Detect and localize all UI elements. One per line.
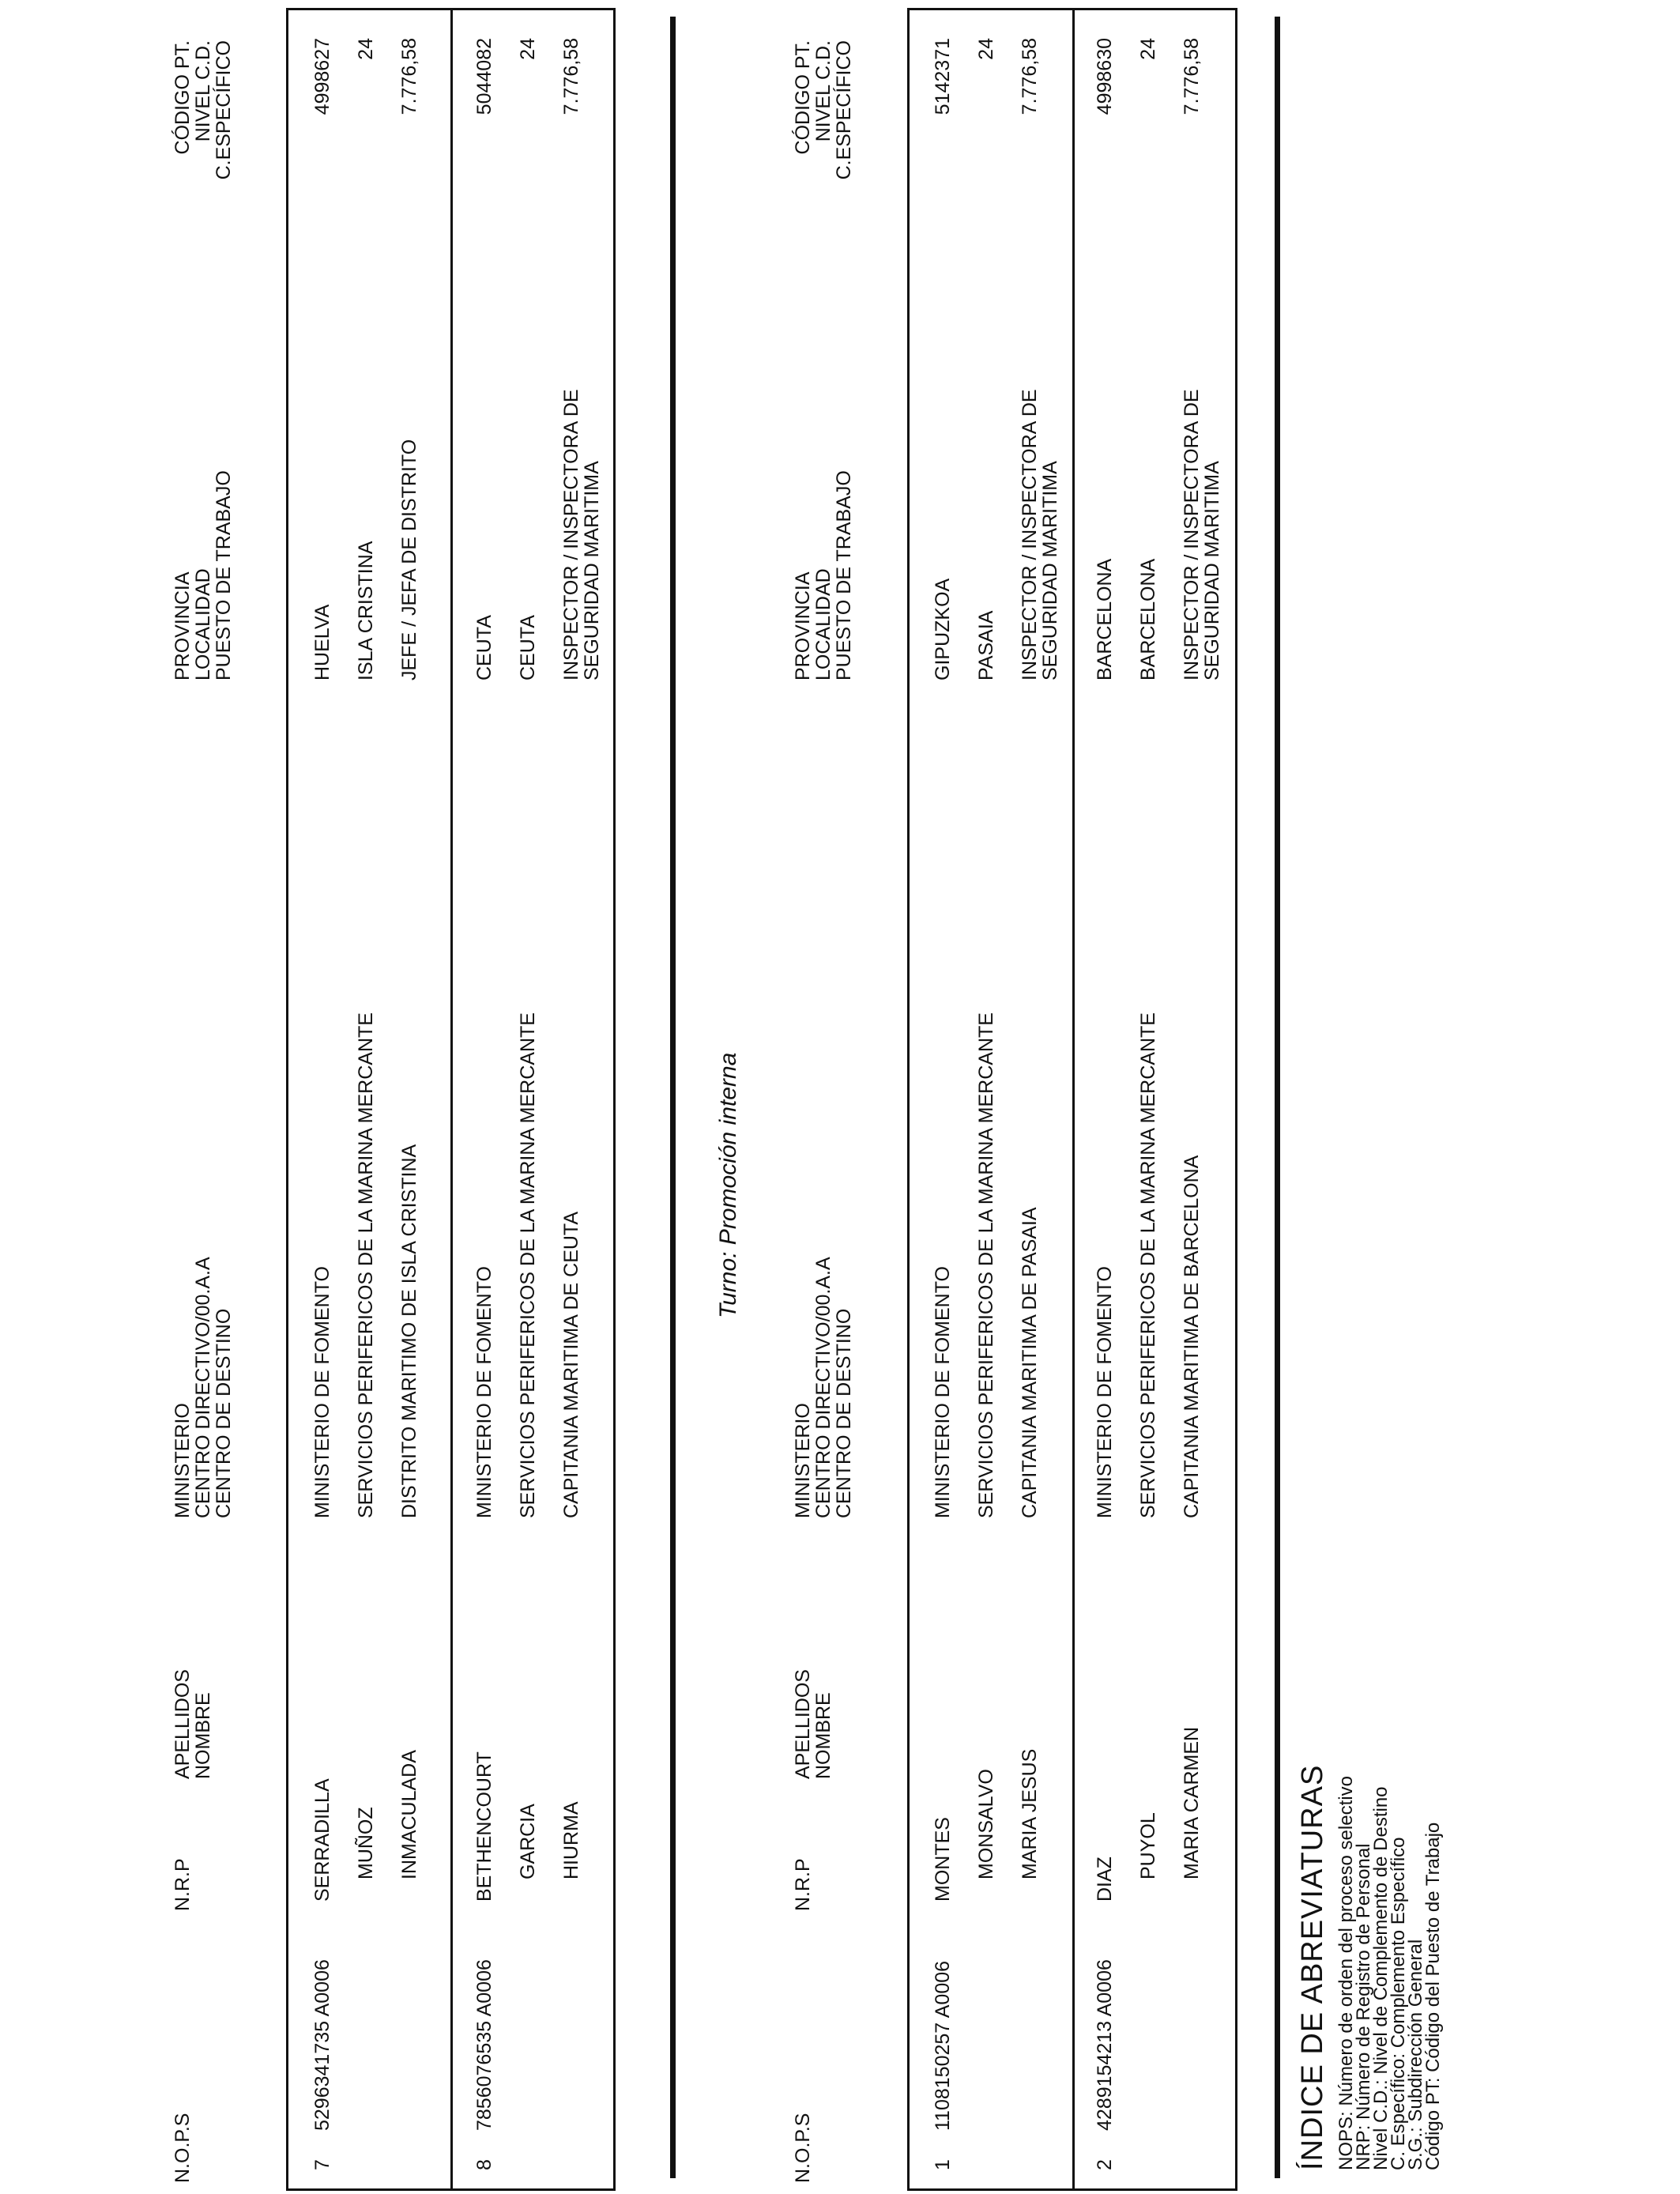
abbreviation-item: Código PT: Código del Puesto de Trabajo	[1422, 1822, 1444, 2170]
header-nombre: NOMBRE	[192, 1692, 214, 1779]
row-localidad: PASAIA	[975, 610, 997, 680]
row-provincia: BARCELONA	[1094, 558, 1116, 680]
row-localidad: ISLA CRISTINA	[355, 541, 377, 680]
row-ministerio: MINISTERIO DE FOMENTO	[1094, 1266, 1116, 1518]
section-separator	[1275, 17, 1280, 2178]
header-centro-destino: CENTRO DE DESTINO	[213, 1308, 235, 1518]
row-nivel-cd: 24	[517, 38, 539, 60]
row-puesto-line2: SEGURIDAD MARITIMA	[1201, 461, 1223, 680]
row-apellido2: MONSALVO	[975, 1769, 997, 1879]
header-nops: N.O.P.S	[792, 2113, 814, 2183]
abbreviation-item: Nivel C.D.: Nivel de Complemento de Destino	[1370, 1786, 1392, 2170]
row-apellido2: GARCIA	[517, 1804, 539, 1879]
row-puesto-line2: SEGURIDAD MARITIMA	[1039, 461, 1061, 680]
header-nivel-cd: NIVEL C.D.	[812, 40, 834, 142]
header-ministerio: MINISTERIO	[171, 1403, 194, 1518]
row-nivel-cd: 24	[1137, 38, 1159, 60]
row-nivel-cd: 24	[975, 38, 997, 60]
header-puesto: PUESTO DE TRABAJO	[213, 470, 235, 680]
header-nrp: N.R.P	[792, 1858, 814, 1911]
header-c-especifico: C.ESPECÍFICO	[833, 40, 855, 180]
row-apellido2: PUYOL	[1137, 1812, 1159, 1879]
row-c-especifico: 7.776,58	[398, 38, 420, 115]
header-puesto: PUESTO DE TRABAJO	[833, 470, 855, 680]
row-ministerio: MINISTERIO DE FOMENTO	[311, 1266, 333, 1518]
header-centro-directivo: CENTRO DIRECTIVO/00.A.A	[812, 1257, 834, 1518]
header-ministerio: MINISTERIO	[792, 1403, 814, 1518]
row-c-especifico: 7.776,58	[1181, 38, 1203, 115]
row-localidad: CEUTA	[517, 615, 539, 680]
header-c-especifico: C.ESPECÍFICO	[213, 40, 235, 180]
row-centro-directivo: SERVICIOS PERIFERICOS DE LA MARINA MERCANTE	[517, 1012, 539, 1518]
row-centro-destino: CAPITANIA MARITIMA DE PASAIA	[1019, 1207, 1041, 1518]
row-provincia: GIPUZKOA	[932, 578, 954, 680]
abbreviation-item: NOPS: Número de orden del proceso selectivo	[1335, 1776, 1357, 2170]
row-apellido1: DIAZ	[1094, 1857, 1116, 1902]
header-nops: N.O.P.S	[171, 2113, 194, 2183]
row-localidad: BARCELONA	[1137, 558, 1159, 680]
abbreviations-title: ÍNDICE DE ABREVIATURAS	[1296, 1764, 1329, 2170]
header-nrp: N.R.P	[171, 1858, 194, 1911]
row-apellido2: MUÑOZ	[355, 1807, 377, 1879]
row-nops: 2	[1094, 2159, 1116, 2170]
abbreviation-item: C. Específico: Complemento Específico	[1388, 1837, 1409, 2170]
row-nombre: INMACULADA	[398, 1750, 420, 1879]
row-centro-directivo: SERVICIOS PERIFERICOS DE LA MARINA MERCANTE	[355, 1012, 377, 1518]
row-nombre: MARIA CARMEN	[1181, 1726, 1203, 1879]
header-centro-directivo: CENTRO DIRECTIVO/00.A.A	[192, 1257, 214, 1518]
row-codigo-pt: 5044082	[473, 38, 495, 115]
header-apellidos: APELLIDOS	[171, 1669, 194, 1779]
row-centro-destino: CAPITANIA MARITIMA DE CEUTA	[560, 1211, 582, 1518]
row-ministerio: MINISTERIO DE FOMENTO	[473, 1266, 495, 1518]
row-c-especifico: 7.776,58	[560, 38, 582, 115]
row-puesto-line1: INSPECTOR / INSPECTORA DE	[1181, 389, 1203, 680]
row-nombre: HIURMA	[560, 1801, 582, 1879]
row-nivel-cd: 24	[355, 38, 377, 60]
row-centro-destino: DISTRITO MARITIMO DE ISLA CRISTINA	[398, 1144, 420, 1518]
row-nrp: 7856076535 A0006	[473, 1959, 495, 2131]
row-puesto-line1: INSPECTOR / INSPECTORA DE	[1019, 389, 1041, 680]
header-localidad: LOCALIDAD	[812, 568, 834, 680]
row-divider	[450, 8, 453, 2191]
header-centro-destino: CENTRO DE DESTINO	[833, 1308, 855, 1518]
row-divider	[1072, 8, 1075, 2191]
header-localidad: LOCALIDAD	[192, 568, 214, 680]
header-nivel-cd: NIVEL C.D.	[192, 40, 214, 142]
section-separator	[670, 17, 676, 2178]
row-codigo-pt: 4998627	[311, 38, 333, 115]
row-apellido1: MONTES	[932, 1817, 954, 1902]
abbreviation-item: S.G.: Subdirección General	[1405, 1939, 1426, 2170]
row-codigo-pt: 5142371	[932, 38, 954, 115]
header-nombre: NOMBRE	[812, 1692, 834, 1779]
row-centro-directivo: SERVICIOS PERIFERICOS DE LA MARINA MERCANTE	[975, 1012, 997, 1518]
row-centro-directivo: SERVICIOS PERIFERICOS DE LA MARINA MERCANTE	[1137, 1012, 1159, 1518]
turno-title: Turno: Promoción interna	[715, 1052, 741, 1318]
row-provincia: CEUTA	[473, 615, 495, 680]
header-apellidos: APELLIDOS	[792, 1669, 814, 1779]
row-puesto: JEFE / JEFA DE DISTRITO	[398, 439, 420, 680]
row-nombre: MARIA JESUS	[1019, 1748, 1041, 1879]
row-nrp: 1108150257 A0006	[932, 1960, 954, 2131]
row-ministerio: MINISTERIO DE FOMENTO	[932, 1266, 954, 1518]
row-provincia: HUELVA	[311, 604, 333, 680]
row-nops: 8	[473, 2159, 495, 2170]
row-puesto-line1: INSPECTOR / INSPECTORA DE	[560, 389, 582, 680]
row-c-especifico: 7.776,58	[1019, 38, 1041, 115]
abbreviations-list	[1335, 1776, 1444, 2170]
row-apellido1: BETHENCOURT	[473, 1751, 495, 1902]
row-nrp: 4289154213 A0006	[1094, 1959, 1116, 2131]
row-apellido1: SERRADILLA	[311, 1778, 333, 1902]
header-codigo-pt: CÓDIGO PT.	[171, 40, 194, 155]
header-provincia: PROVINCIA	[792, 571, 814, 680]
row-puesto-line2: SEGURIDAD MARITIMA	[581, 461, 603, 680]
abbreviation-item: NRP: Número de Registro de Personal	[1353, 1843, 1374, 2170]
row-nops: 1	[932, 2159, 954, 2170]
row-codigo-pt: 4998630	[1094, 38, 1116, 115]
row-centro-destino: CAPITANIA MARITIMA DE BARCELONA	[1181, 1155, 1203, 1518]
header-codigo-pt: CÓDIGO PT.	[792, 40, 814, 155]
header-provincia: PROVINCIA	[171, 571, 194, 680]
row-nrp: 5296341735 A0006	[311, 1959, 333, 2131]
row-nops: 7	[311, 2159, 333, 2170]
